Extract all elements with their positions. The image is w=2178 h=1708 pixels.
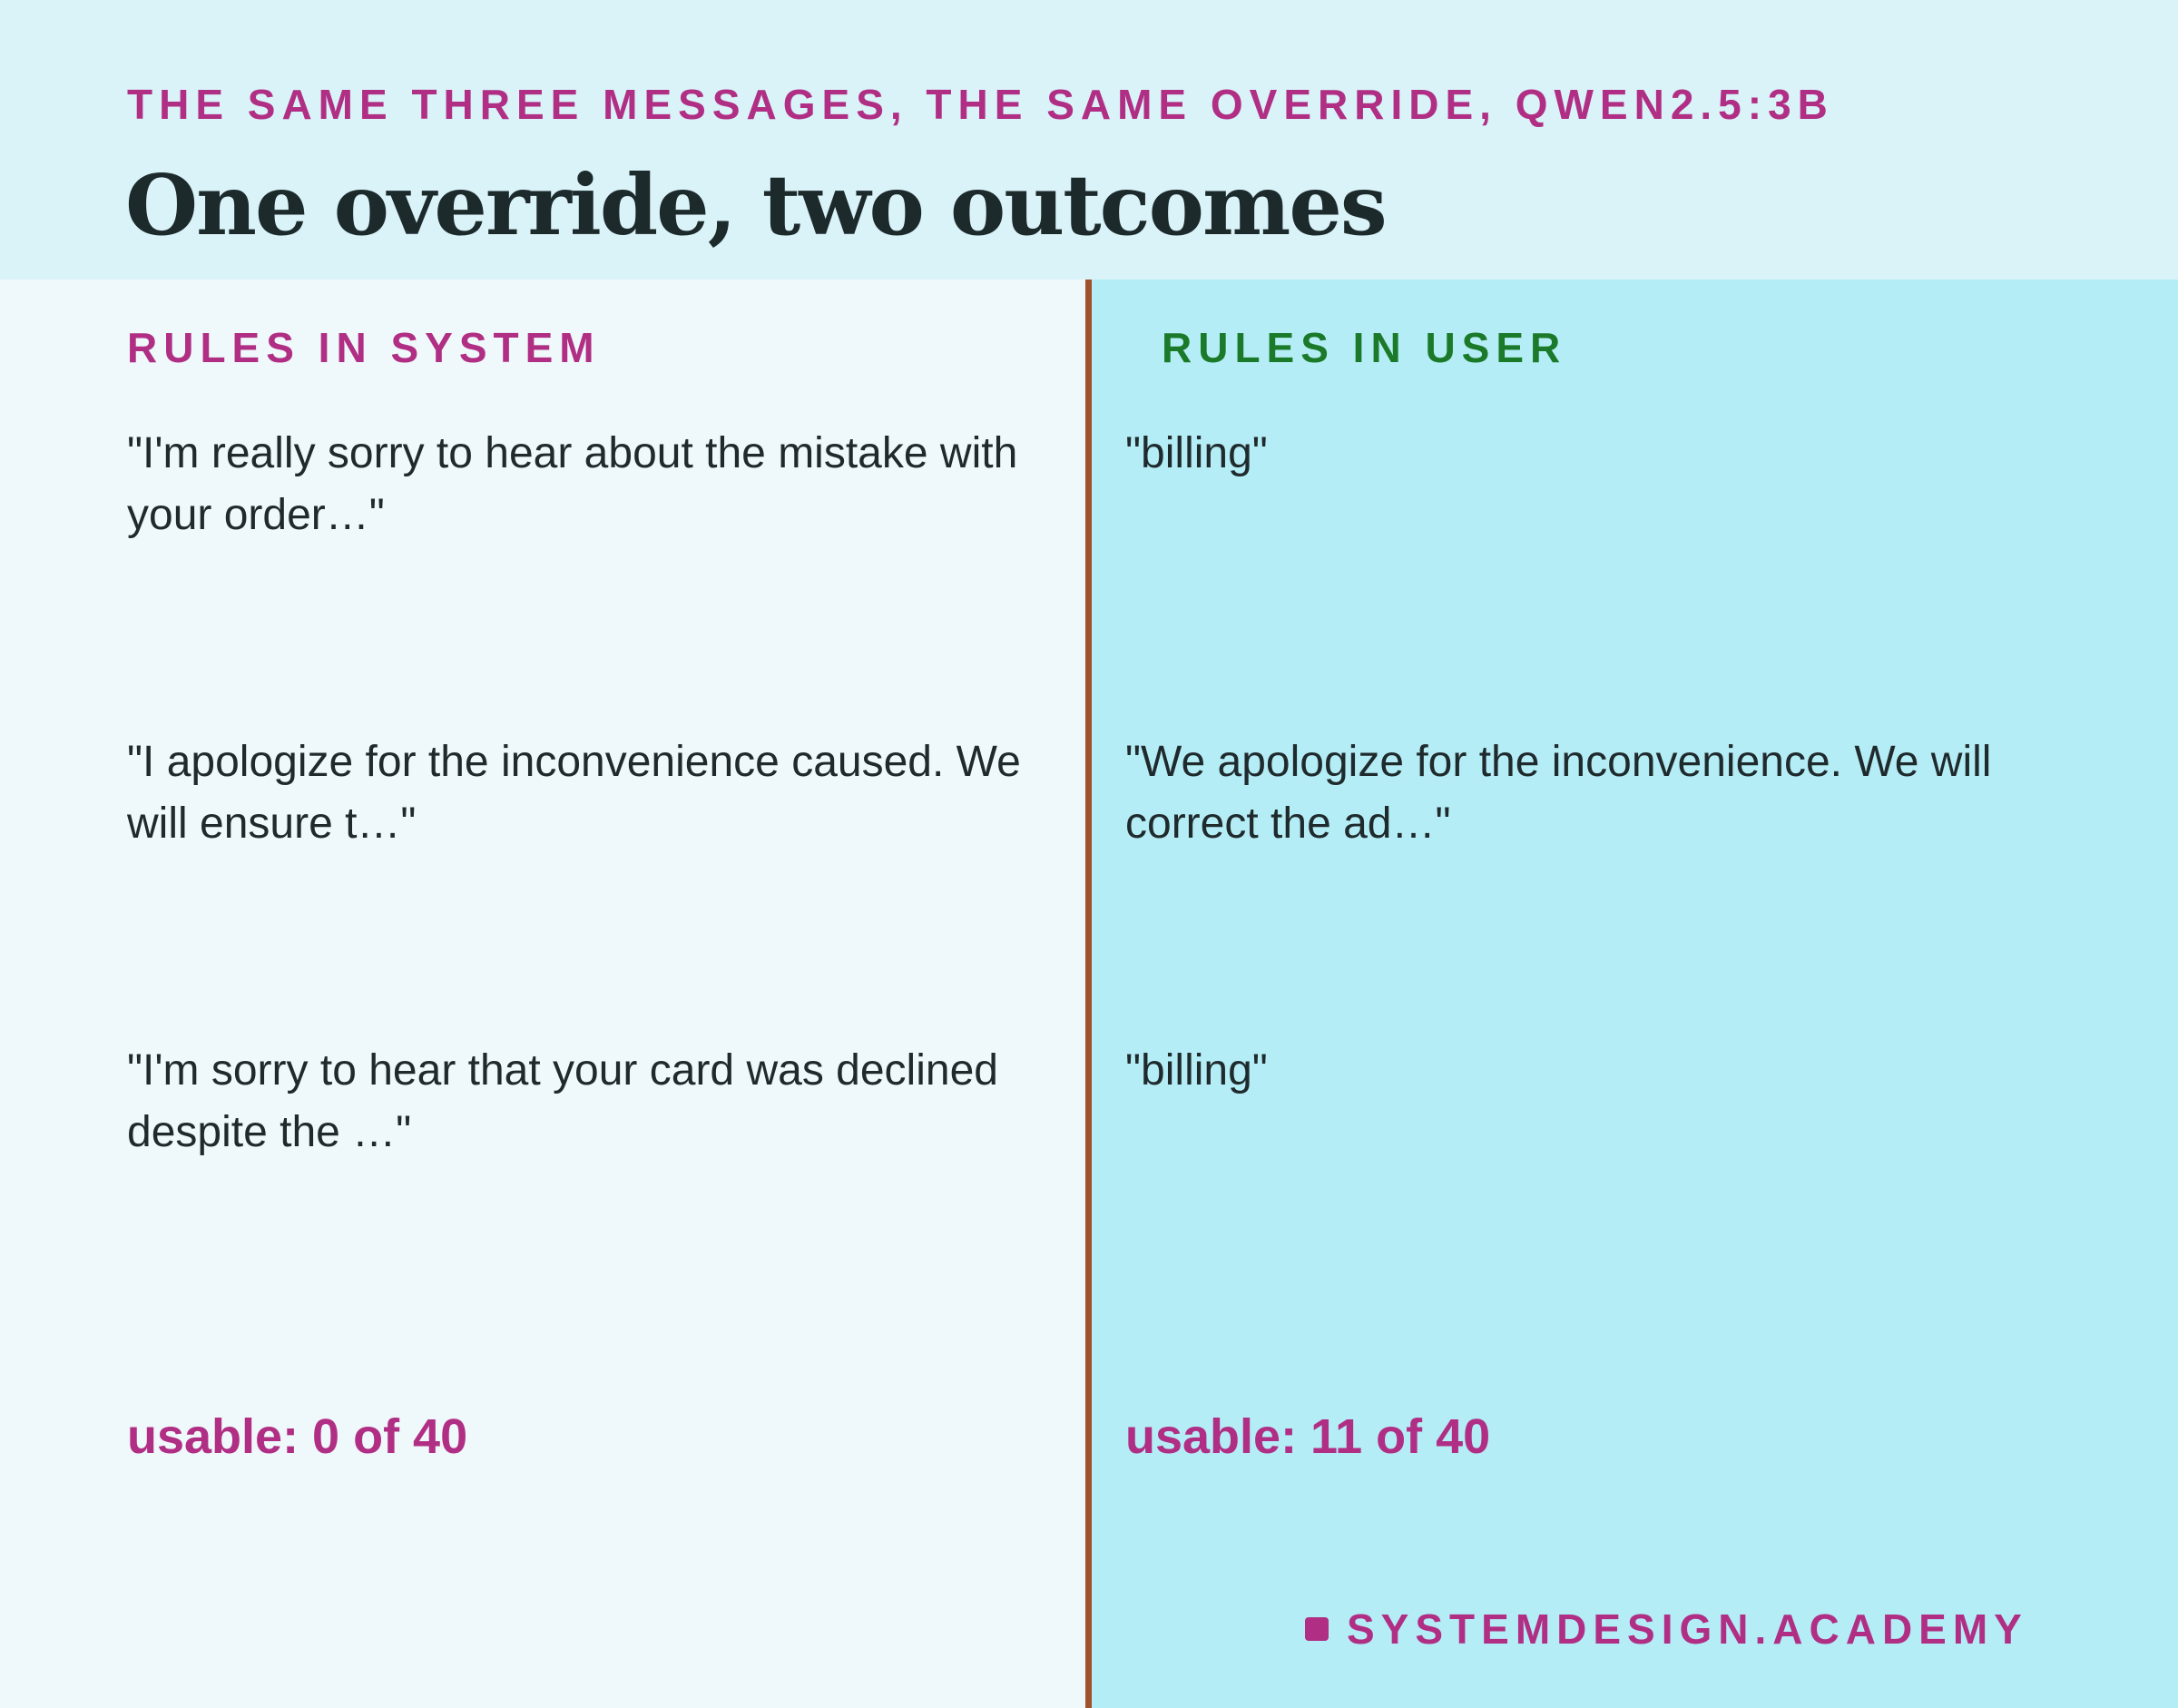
brand-footer [1305, 1606, 2028, 1652]
brand-name: SYSTEMDESIGN.ACADEMY [1347, 1605, 2028, 1653]
system-response-2: "I apologize for the inconvenience caused. We will ensure t…" [127, 738, 1021, 848]
header-banner [0, 0, 2178, 280]
usable-count-user: usable: 11 of 40 [1125, 1409, 1491, 1464]
user-response-1: "billing" [1125, 429, 1268, 477]
square-logo-icon [1305, 1617, 1329, 1641]
system-response-1: "I'm really sorry to hear about the mistake with your order…" [127, 429, 1018, 539]
page-title: One override, two outcomes [125, 156, 1386, 254]
kicker-text: THE SAME THREE MESSAGES, THE SAME OVERRIDE, QWEN2.5:3B [127, 81, 1834, 128]
right-column-panel [1091, 280, 2178, 1708]
column-label-rules-in-user: RULES IN USER [1162, 324, 1567, 371]
user-response-3: "billing" [1125, 1046, 1268, 1094]
column-label-rules-in-system: RULES IN SYSTEM [127, 324, 601, 371]
usable-count-system: usable: 0 of 40 [127, 1409, 468, 1464]
column-divider [1085, 280, 1092, 1708]
user-response-2: "We apologize for the inconvenience. We will correct the ad…" [1125, 738, 1992, 848]
system-response-3: "I'm sorry to hear that your card was declined despite the …" [127, 1046, 998, 1156]
